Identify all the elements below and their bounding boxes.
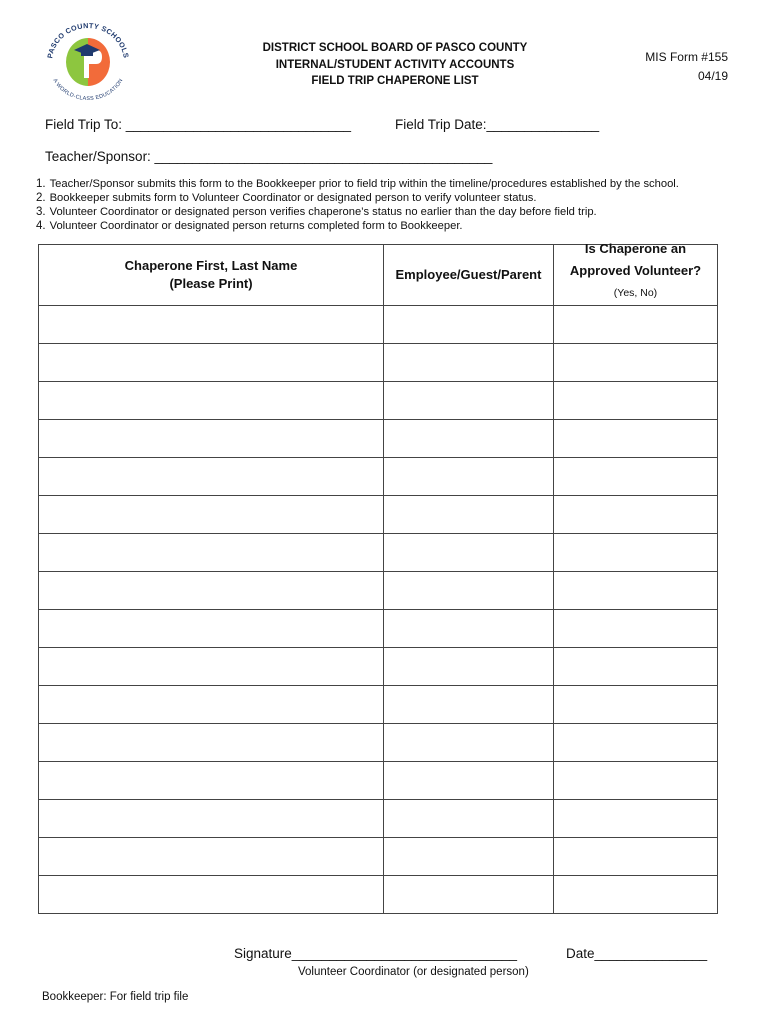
chaperone-name-cell[interactable] — [39, 306, 384, 344]
chaperone-table — [38, 241, 718, 914]
approved-volunteer-cell[interactable] — [554, 458, 718, 496]
instruction-item — [36, 177, 766, 191]
chaperone-name-cell[interactable] — [39, 496, 384, 534]
approved-volunteer-cell[interactable] — [554, 420, 718, 458]
approved-volunteer-cell[interactable] — [554, 762, 718, 800]
employee-guest-parent-cell[interactable] — [384, 344, 554, 382]
instruction-item — [36, 219, 766, 233]
instruction-item — [36, 191, 766, 205]
footer-note: Bookkeeper: For field trip file — [42, 991, 189, 1003]
pasco-county-schools-logo — [40, 20, 136, 100]
chaperone-name-cell[interactable] — [39, 800, 384, 838]
field-trip-to-field[interactable]: Field Trip To: ______________________________ — [45, 117, 352, 132]
instruction-number: 4. — [36, 220, 46, 232]
approved-volunteer-cell[interactable] — [554, 648, 718, 686]
signature-field[interactable]: Signature______________________________ — [234, 946, 518, 961]
approved-volunteer-cell[interactable] — [554, 572, 718, 610]
instruction-text: Volunteer Coordinator or designated person returns completed form to Bookkeeper. — [49, 220, 463, 232]
table-row — [39, 610, 718, 648]
employee-guest-parent-cell[interactable] — [384, 382, 554, 420]
header-line-2: INTERNAL/STUDENT ACTIVITY ACCOUNTS — [275, 58, 515, 71]
table-row — [39, 838, 718, 876]
instruction-number: 2. — [36, 192, 46, 204]
chaperone-name-cell[interactable] — [39, 344, 384, 382]
employee-guest-parent-cell[interactable] — [384, 458, 554, 496]
instruction-number: 3. — [36, 206, 46, 218]
chaperone-name-cell[interactable] — [39, 458, 384, 496]
approved-volunteer-cell[interactable] — [554, 838, 718, 876]
instruction-number: 1. — [36, 178, 46, 190]
employee-guest-parent-cell[interactable] — [384, 724, 554, 762]
employee-guest-parent-cell[interactable] — [384, 496, 554, 534]
employee-guest-parent-cell[interactable] — [384, 762, 554, 800]
chaperone-name-cell[interactable] — [39, 572, 384, 610]
field-trip-date-field[interactable]: Field Trip Date:_______________ — [395, 117, 600, 132]
teacher-sponsor-field[interactable]: Teacher/Sponsor: _____________________________________________ — [45, 149, 493, 164]
column-header-approved-sub: (Yes, No) — [613, 287, 658, 299]
table-row — [39, 458, 718, 496]
instruction-item — [36, 205, 766, 219]
table-row — [39, 724, 718, 762]
table-row — [39, 572, 718, 610]
approved-volunteer-cell[interactable] — [554, 610, 718, 648]
employee-guest-parent-cell[interactable] — [384, 534, 554, 572]
employee-guest-parent-cell[interactable] — [384, 686, 554, 724]
employee-guest-parent-cell[interactable] — [384, 610, 554, 648]
table-row — [39, 344, 718, 382]
date-field[interactable]: Date_______________ — [566, 946, 708, 961]
chaperone-name-cell[interactable] — [39, 534, 384, 572]
column-header-approved-line2: Approved Volunteer? — [569, 263, 702, 278]
employee-guest-parent-cell[interactable] — [384, 838, 554, 876]
column-header-approved-line1: Is Chaperone an — [584, 241, 687, 256]
instruction-text: Volunteer Coordinator or designated person verifies chaperone’s status no earlier than the day before field trip. — [49, 206, 597, 218]
chaperone-name-cell[interactable] — [39, 382, 384, 420]
employee-guest-parent-cell[interactable] — [384, 420, 554, 458]
instruction-text: Teacher/Sponsor submits this form to the Bookkeeper prior to field trip within the timeline/procedures established by the school. — [49, 178, 679, 190]
column-header-name — [39, 245, 384, 306]
chaperone-name-cell[interactable] — [39, 838, 384, 876]
table-row — [39, 800, 718, 838]
table-row — [39, 382, 718, 420]
form-date: 04/19 — [697, 69, 728, 83]
chaperone-name-cell[interactable] — [39, 648, 384, 686]
approved-volunteer-cell[interactable] — [554, 496, 718, 534]
approved-volunteer-cell[interactable] — [554, 800, 718, 838]
header-line-3: FIELD TRIP CHAPERONE LIST — [311, 75, 479, 87]
table-row — [39, 876, 718, 914]
form-header — [200, 40, 590, 90]
signature-caption: Volunteer Coordinator (or designated person) — [298, 966, 529, 978]
logo-ring-text-top: PASCO COUNTY SCHOOLS — [45, 20, 131, 59]
table-row — [39, 306, 718, 344]
chaperone-name-cell[interactable] — [39, 420, 384, 458]
table-row — [39, 420, 718, 458]
employee-guest-parent-cell[interactable] — [384, 648, 554, 686]
form-id-block — [600, 48, 728, 86]
approved-volunteer-cell[interactable] — [554, 876, 718, 914]
instructions-list — [36, 177, 766, 233]
column-header-approved — [554, 241, 718, 306]
table-row — [39, 496, 718, 534]
employee-guest-parent-cell[interactable] — [384, 306, 554, 344]
header-line-1: DISTRICT SCHOOL BOARD OF PASCO COUNTY — [262, 42, 528, 54]
chaperone-name-cell[interactable] — [39, 876, 384, 914]
column-header-type: Employee/Guest/Parent — [384, 245, 554, 306]
chaperone-name-cell[interactable] — [39, 686, 384, 724]
table-row — [39, 648, 718, 686]
approved-volunteer-cell[interactable] — [554, 534, 718, 572]
instruction-text: Bookkeeper submits form to Volunteer Coordinator or designated person to verify volunteer status. — [49, 192, 537, 204]
table-header-row — [39, 245, 718, 306]
logo-ring-text-bottom: A WORLD-CLASS EDUCATION — [51, 77, 125, 100]
column-header-name-line2: (Please Print) — [169, 276, 253, 291]
column-header-name-line1: Chaperone First, Last Name — [124, 258, 298, 273]
chaperone-name-cell[interactable] — [39, 724, 384, 762]
table-row — [39, 686, 718, 724]
employee-guest-parent-cell[interactable] — [384, 876, 554, 914]
employee-guest-parent-cell[interactable] — [384, 572, 554, 610]
approved-volunteer-cell[interactable] — [554, 306, 718, 344]
chaperone-name-cell[interactable] — [39, 610, 384, 648]
employee-guest-parent-cell[interactable] — [384, 800, 554, 838]
approved-volunteer-cell[interactable] — [554, 344, 718, 382]
approved-volunteer-cell[interactable] — [554, 686, 718, 724]
approved-volunteer-cell[interactable] — [554, 382, 718, 420]
approved-volunteer-cell[interactable] — [554, 724, 718, 762]
table-row — [39, 762, 718, 800]
logo-icon — [40, 20, 136, 100]
form-number: MIS Form #155 — [645, 50, 728, 64]
table-row — [39, 534, 718, 572]
chaperone-name-cell[interactable] — [39, 762, 384, 800]
